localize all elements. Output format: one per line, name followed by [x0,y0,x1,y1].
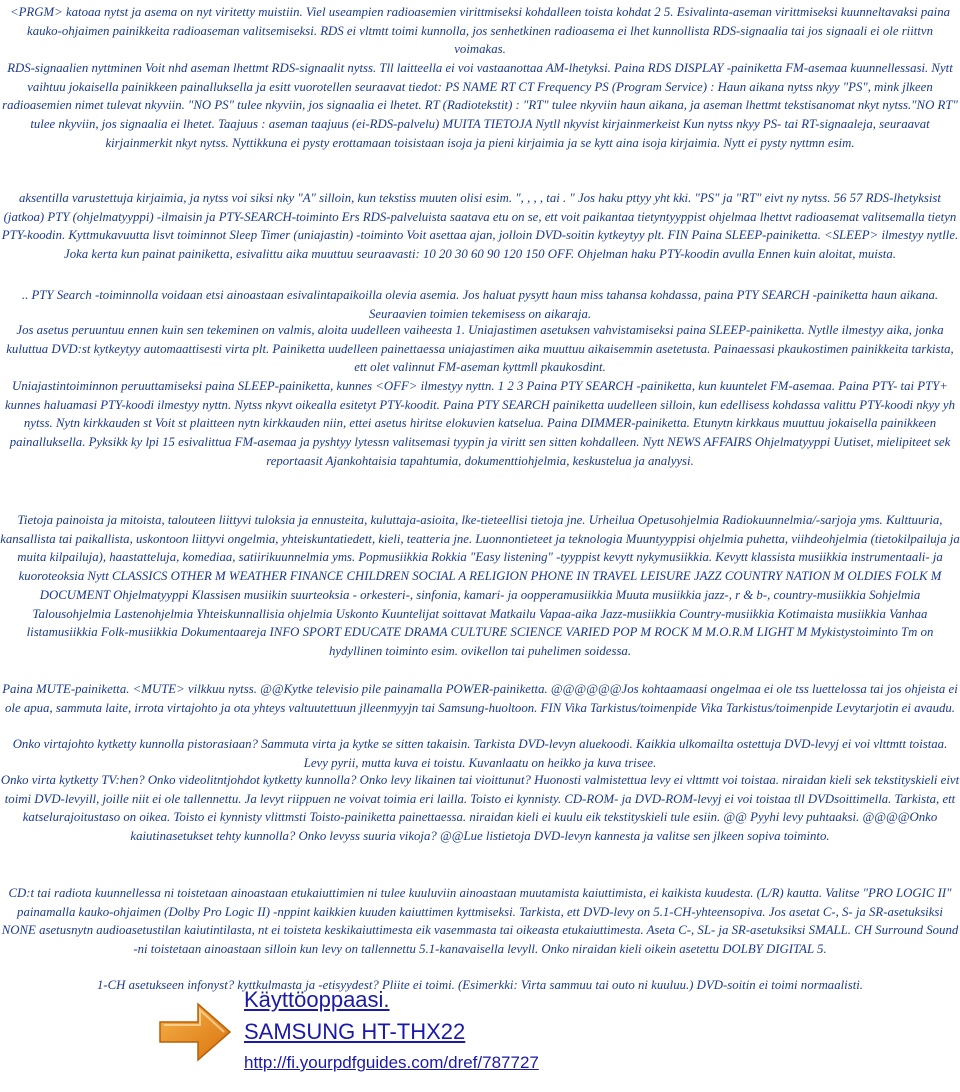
paragraph-power-disc: Onko virtajohto kytketty kunnolla pistorasiaan? Sammuta virta ja kytke se sitten takaisin. Tarkista DVD-levyn aluekoodi. Kaikkia ulkomailta ostettuja DVD-levyj ei voi vlttmtt toistaa. Levy pyrii, mutta kuva ei toistu. Kuvanlaatu on heikko ja kuva trisee. [12,737,948,770]
footer-links [244,984,664,1078]
footer [148,984,648,1088]
url-link[interactable]: http://fi.yourpdfguides.com/dref/787727 [244,1053,539,1072]
paragraph-playback-issues: Onko virta kytketty TV:hen? Onko videolitntjohdot kytketty kunnolla? Onko levy likainen tai vioittunut? Huonosti valmistettua levy ei vlttmtt voi toistaa. niraidan kieli sek tekstityskieli eivt toimi DVD-levyill, joille niit ei ole tallennettu. Ja levyt riippuen ne voivat toimia eri lailla. Toisto ei kynnisty. CD-ROM- ja DVD-ROM-levyj ei voi toistaa tll DVDsoittimella. Tarkista, ett katselurajoitustaso on oikea. Toisto ei kynnisty vlittmsti Toisto-painiketta painettaessa. niraidan kieli ei kuulu eik tekstityskieli tule esiin. @@ Pyyhi levy puhtaaksi. @@@@Onko kaiutinasetukset tehty kunnolla? Onko levyss suuria vikoja? @@Lue listietoja DVD-levyn kannesta ja valitse sen jlkeen sopiva toiminto. [0,773,960,844]
paragraph-radio-memory: <PRGM> katoaa nytst ja asema on nyt viritetty muistiin. Viel useampien radioasemien virittmiseksi kohdalleen toista kohdat 2 5. Esivalinta-aseman virittmiseksi kuunneltavaksi paina kauko-ohjaimen painikkeita radioaseman valitsemiseksi. RDS ei vltmtt toimi kunnolla, jos senhetkinen radioasema ei lhet kunnollista RDS-signaalia tai jos signaali ei ole riittvn voimakas. [9,5,951,57]
paragraph-rds-display: RDS-signaalien nyttminen Voit nhd aseman lhettmt RDS-signaalit nytss. Tll laitteella ei voi vastaanottaa AM-lhetyksi. Paina RDS DISPLAY -painiketta FM-asemaa kuunnellessasi. Nytt vaihtuu jokaisella painikkeen painalluksella ja esitt vuorotellen seuraavat tiedot: PS NAME RT CT Frequency PS (Program Service) : Haun aikana nytss nkyy "PS", mink jlkeen radioasemien nimet tulevat nkyviin. "NO PS" tulee nkyviin, jos signaalia ei lhetet. RT (Radiotekstit) : "RT" tulee nkyviin haun aikana, ja aseman lhettmt tekstisanomat nkyt nytss."NO RT" tulee nkyviin, jos signaalia ei lhetet. Taajuus : aseman taajuus (ei-RDS-palvelu) MUITA TIETOJA Nytll nkyvist kirjainmerkeist Kun nytss nkyy PS- tai RT-signaaleja, seuraavat kirjainmerkit nkyt nytss. Nyttikkuna ei pysty erottamaan toisistaan isoja ja pieni kirjaimia ja se kytt aina isoja kirjaimia. Nytt ei pysty nyttmn esim. [2,61,958,150]
paragraph-sound-issues: CD:t tai radiota kuunnellessa ni toistetaan ainoastaan etukaiuttimien ni tulee kuuluviin ainoastaan muutamista kaiuttimista, ei kaikista kuudesta. (L/R) kautta. Valitse "PRO LOGIC II" painamalla kauko-ohjaimen (Dolby Pro Logic II) -nppint kaikkien kuuden kaiuttimen kyttmiseksi. Tarkista, ett DVD-levy on 5.1-CH-yhteensopiva. Jos asetat C-, S- ja SR-asetuksiksi NONE asetusnytn audioasetustilan kaiutintilasta, nt ei toisteta keskikaiuttimesta eik vasemmasta tai oikeasta etukaiuttimesta. Aseta C-, SL- ja SR-asetuksiksi SMALL. CH Surround Sound -ni toistetaan ainoastaan silloin kun levy on tallennettu 5.1-kanavaisella levyll. Onko niraidan kieli oikein asetettu DOLBY DIGITAL 5. [1,886,959,957]
paragraph-pty-search-note: .. PTY Search -toiminnolla voidaan etsi ainoastaan esivalintapaikoilla olevia asemia. Jos haluat pysytt haun miss tahansa kohdassa, paina PTY SEARCH -painiketta haun aikana. Seuraavien toimien tekemisess on aikaraja. [21,288,939,321]
paragraph-pty-codes: Tietoja painoista ja mitoista, talouteen liittyvi tuloksia ja ennusteita, kuluttaja-asioita, lke-tieteellisi tietoja jne. Urheilua Opetusohjelmia Radiokuunnelmia/-sarjoja yms. Kulttuuria, kansallista tai paikallista, uskontoon liittyvi ongelmia, yhteiskuntatiedett, kieli, teatteria jne. Luonnontieteet ja teknologia Muuntyyppisi ohjelmia puhetta, viihdeohjelmia (tietokilpailuja ja muita kilpailuja), haastatteluja, komediaa, satiirikuunnelmia yms. Popmusiikkia Rokkia "Easy listening" -tyyppist kevytt nykymusiikkia. Kevytt klassista musiikkia instrumentaali- ja kuoroteoksia Nytt CLASSICS OTHER M WEATHER FINANCE CHILDREN SOCIAL A RELIGION PHONE IN TRAVEL LEISURE JAZZ COUNTRY NATION M OLDIES FOLK M DOCUMENT Ohjelmatyyppi Klassisen musiikin suurteoksia - orkesteri-, sinfonia, kamari- ja oopperamusiikkia Muuta musiikkia jazz-, r & b-, country-musiikkia Sohjelmia Talousohjelmia Lastenohjelmia Yhteiskunnallisia ohjelmia Uskonto Kuuntelijat soittavat Matkailu Vapaa-aika Jazz-musiikkia Country-musiikkia Kotimaista musiikkia Vanhaa listamusiikkia Folk-musiikkia Dokumentaareja INFO SPORT EDUCATE DRAMA CULTURE SCIENCE VARIED POP M ROCK M M.O.R.M LIGHT M Mykistystoiminto Tm on hydyllinen toiminto esim. ovikellon tai puhelimen soidessa. [0,513,960,658]
paragraph-mute-troubleshoot: Paina MUTE-painiketta. <MUTE> vilkkuu nytss. @@Kytke televisio pile painamalla POWER-painiketta. @@@@@@Jos kohtaamaasi ongelmaa ei ole tss luettelossa tai jos ohjeista ei ole apua, sammuta laite, irrota virtajohto ja ota yhteys valtuutettuun jlleenmyyjn tai Samsung-huoltoon. FIN Vika Tarkistus/toimenpide Vika Tarkistus/toimenpide Levytarjotin ei avaudu. [2,682,958,715]
orange-arrow-icon [154,994,234,1064]
manual-link[interactable]: Käyttöoppaasi. [244,987,390,1012]
model-link[interactable]: SAMSUNG HT-THX22 [244,1019,466,1044]
paragraph-pty-sleep: aksentilla varustettuja kirjaimia, ja nytss voi siksi nky "A" silloin, kun tekstiss muuten olisi esim. ", , , , tai . " Jos haku pttyy yht kki. "PS" ja "RT" eivt ny nytss. 56 57 RDS-lhetyksist (jatkoa) PTY (ohjelmatyyppi) -ilmaisin ja PTY-SEARCH-toiminto Ers RDS-palveluista saatava etu on se, ett voit paikantaa tietyntyyppist ohjelmaa lhettvt radioasemat valitsemalla tietyn PTY-koodin. Kyttmukavuutta lisvt toiminnot Sleep Timer (uniajastin) -toiminto Voit asettaa ajan, jolloin DVD-soitin kytkeytyy plt. FIN Paina SLEEP-painiketta. <SLEEP> ilmestyy nytlle. Joka kerta kun painat painiketta, esivalittu aika muuttuu seuraavasti: 10 20 30 60 90 120 150 OFF. Ohjelman haku PTY-koodin avulla Ennen kuin aloitat, muista. [1,191,959,262]
paragraph-pty-steps: Uniajastintoiminnon peruuttamiseksi paina SLEEP-painiketta, kunnes <OFF> ilmestyy nyttn. 1 2 3 Paina PTY SEARCH -painiketta, kun kuuntelet FM-asemaa. Paina PTY- tai PTY+ kunnes haluamasi PTY-koodi ilmestyy nyttn. Nytss nkyvt oikealla esitetyt PTY-koodit. Paina PTY SEARCH painiketta uudelleen silloin, kun edellisess kohdassa valittu PTY-koodi nkyy yh nytss. Nytn kirkkauden st Voit st plaitteen nytn kirkkauden niin, ettei asetus hiritse elokuvien katselua. Paina DIMMER-painiketta. Etunytn kirkkaus muuttuu jokaisella painikkeen painalluksella. Pyksikk ky lpi 15 esivalittua FM-asemaa ja pyshtyy lytessn valitsemasi tyypin ja viritt sen sitten kohdalleen. Nytt NEWS AFFAIRS Ohjelmatyyppi Uutiset, mielipiteet sek reportaasit Ajankohtaisia tapahtumia, dokumenttiohjelmia, keskustelua ja analyysi. [4,379,955,468]
paragraph-final-note: 1-CH asetukseen infonyst? kyttkulmasta ja -etisyydest? Pliite ei toimi. (Esimerkki: Virta sammuu tai outo ni kuuluu.) DVD-soitin ei toimi normaalisti. [96,978,864,992]
paragraph-sleep-confirm: Jos asetus peruuntuu ennen kuin sen tekeminen on valmis, aloita uudelleen vaiheesta 1. Uniajastimen asetuksen vahvistamiseksi paina SLEEP-painiketta. Nytlle ilmestyy aika, jonka kuluttua DVD:st kytkeytyy automaattisesti virta plt. Painiketta uudelleen painettaessa uniajastimen aika muuttuu aikaisemmin asetetusta. Painaessasi pkaukostimen painikkeita tarkista, ett olet valinnut FM-aseman kyttmll pkaukosdint. [6,323,954,375]
